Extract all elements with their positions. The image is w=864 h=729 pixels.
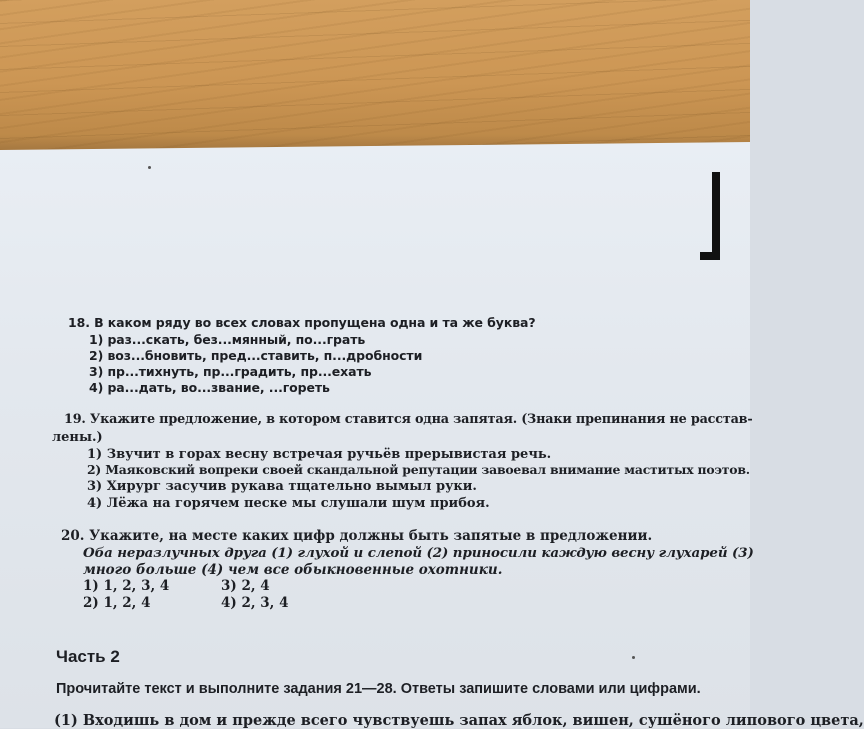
- q20-question: 20. Укажите, на месте каких цифр должны быть запятые в предложении.: [61, 528, 653, 544]
- q19-option-2: 2) Маяковский вопреки своей скандальной репутации завоевал внимание маститых поэтов.: [87, 462, 750, 477]
- q20-sentence-line1: Оба неразлучных друга (1) глухой и слепой (2) приносили каждую весну глухарей (3): [83, 545, 754, 561]
- q19-question-line1: 19. Укажите предложение, в котором ставится одна запятая. (Знаки препинания не расстав-: [64, 412, 753, 427]
- q18-option-3: 3) пр...тихнуть, пр...градить, пр...ехать: [89, 364, 372, 379]
- q20-sentence-line2: много больше (4) чем все обыкновенные охотники.: [83, 562, 503, 578]
- q18-question: 18. В каком ряду во всех словах пропущена одна и та же буква?: [68, 315, 536, 330]
- speck: [148, 166, 151, 169]
- q20-option-2: 2) 1, 2, 4: [83, 595, 151, 611]
- q18-option-4: 4) ра...дать, во...звание, ...гореть: [89, 380, 330, 395]
- q19-option-1: 1) Звучит в горах весну встречая ручьёв прерывистая речь.: [87, 447, 552, 462]
- q19-option-3: 3) Хирург засучив рукава тщательно вымыл руки.: [87, 479, 477, 494]
- wooden-table-background: [0, 0, 750, 150]
- speck: [632, 656, 635, 659]
- part2-instruction: Прочитайте текст и выполните задания 21—28. Ответы запишите словами или цифрами.: [56, 681, 701, 697]
- q20-option-4: 4) 2, 3, 4: [221, 595, 289, 611]
- q20-option-3: 3) 2, 4: [221, 578, 270, 594]
- worksheet-page: [0, 142, 750, 728]
- q18-option-1: 1) раз...скать, без...мянный, по...грать: [89, 332, 366, 347]
- crop-mark-icon: [0, 142, 750, 728]
- q19-option-4: 4) Лёжа на горячем песке мы слушали шум прибоя.: [87, 496, 490, 511]
- part2-text-start: (1) Входишь в дом и прежде всего чувствуешь запах яблок, вишен, сушёного липового цвета,: [54, 712, 864, 729]
- q19-question-line2: лены.): [52, 430, 103, 445]
- q20-option-1: 1) 1, 2, 3, 4: [83, 578, 170, 594]
- part2-title: Часть 2: [56, 647, 120, 666]
- q18-option-2: 2) воз...бновить, пред...ставить, п...дробности: [89, 348, 423, 363]
